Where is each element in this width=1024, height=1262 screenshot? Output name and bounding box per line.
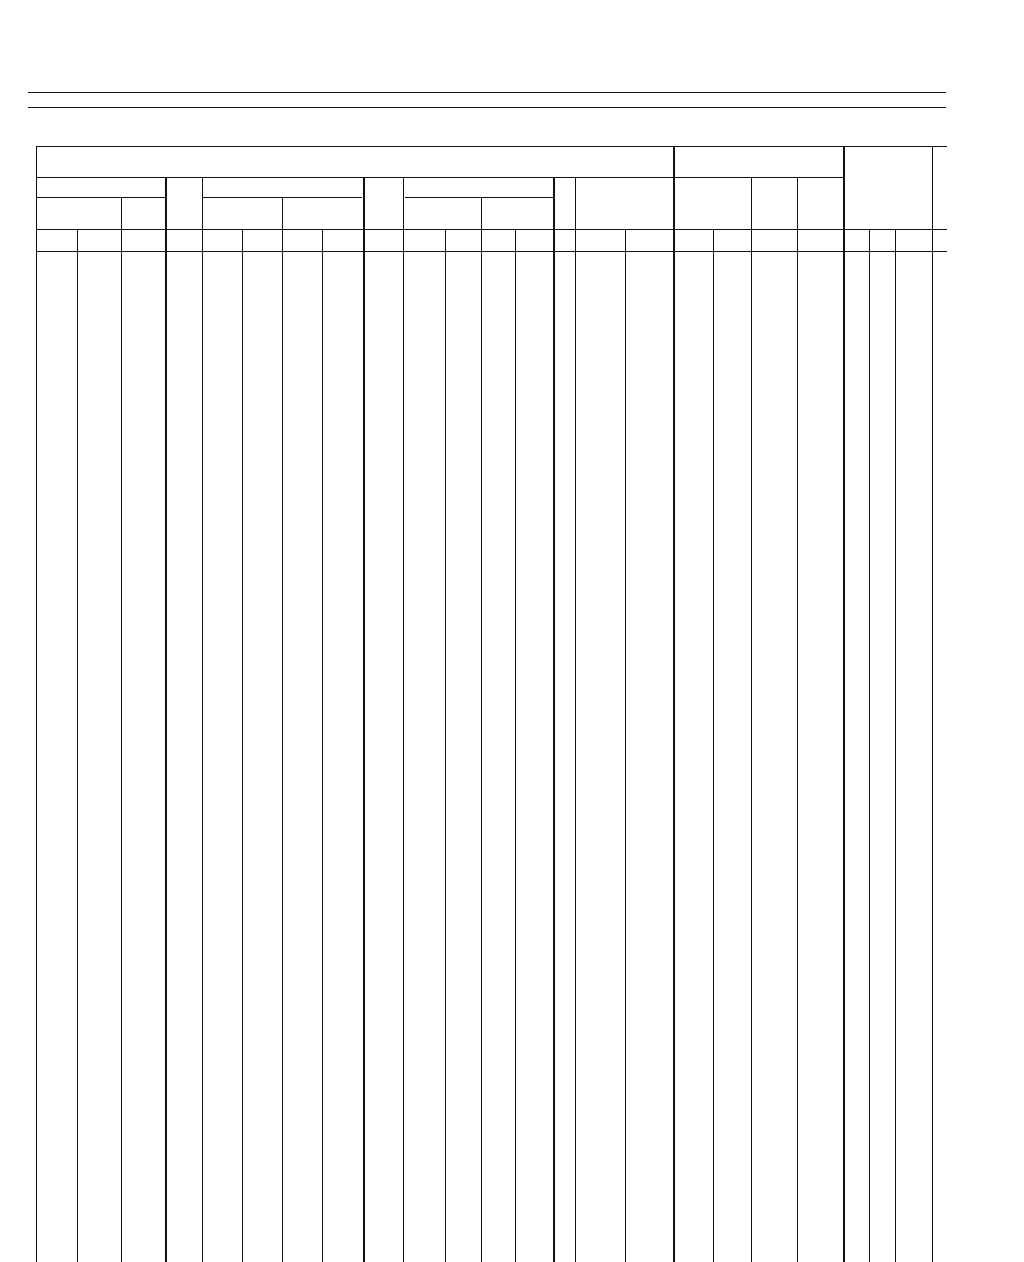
statistics-table xyxy=(36,146,947,1262)
column-number-strip xyxy=(28,92,946,108)
